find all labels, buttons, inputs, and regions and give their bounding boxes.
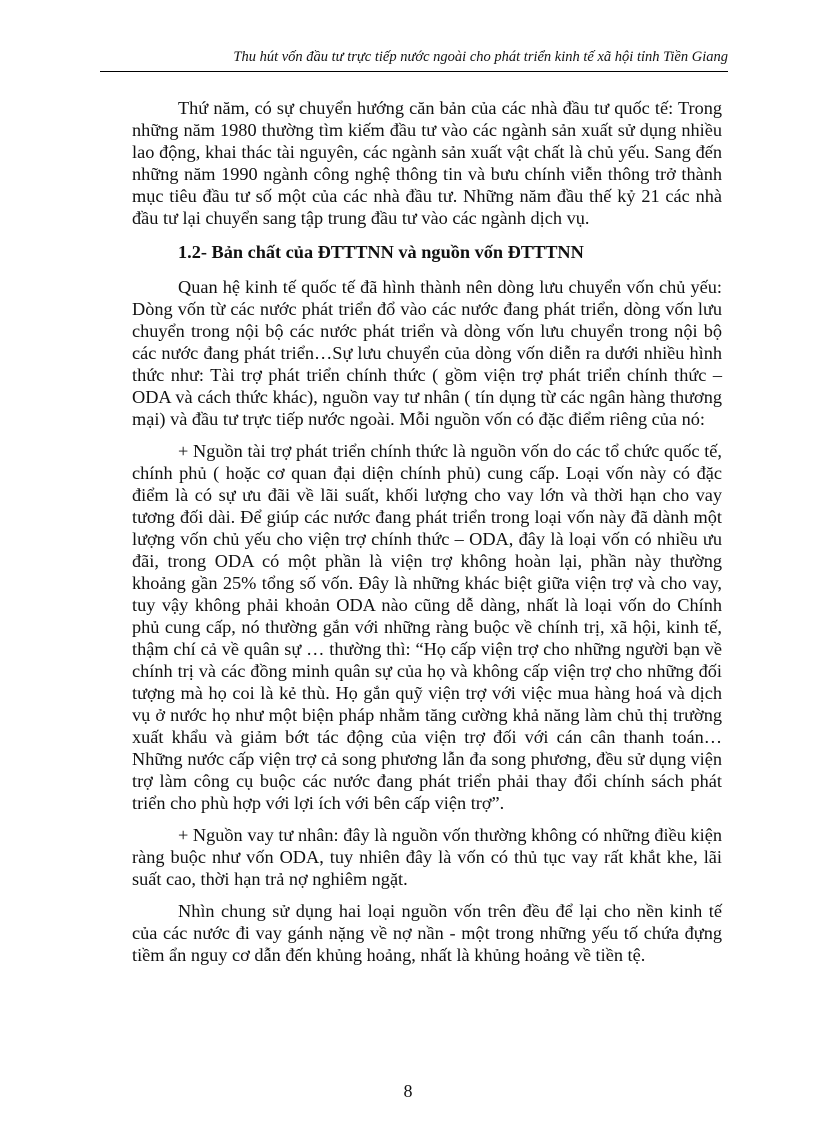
- paragraph-fifth-point: Thứ năm, có sự chuyển hướng căn bản của các nhà đầu tư quốc tế: Trong những năm 1980 thường tìm kiếm đầu tư vào các ngành sản xuất sử dụng nhiều lao động, khai thác tài nguyên, các ngành sản xuất vật chất là chủ yếu. Sang đến những năm 1990 ngành công nghệ thông tin và bưu chính viễn thông trở thành mục tiêu đầu tư số một của các nhà đầu tư. Những năm đầu thế kỷ 21 các nhà đầu tư lại chuyển sang tập trung đầu tư vào các ngành dịch vụ.: [132, 98, 722, 228]
- paragraph-capital-flows: Quan hệ kinh tế quốc tế đã hình thành nên dòng lưu chuyển vốn chủ yếu: Dòng vốn từ các nước phát triển đổ vào các nước đang phát triển, dòng vốn lưu chuyển trong nội bộ các nước phát triển và dòng vốn lưu chuyển trong nội bộ các nước đang phát triển…Sự lưu chuyển của dòng vốn diễn ra dưới nhiều hình thức như: Tài trợ phát triển chính thức ( gồm viện trợ phát triển chính thức – ODA và cách thức khác), nguồn vay tư nhân ( tín dụng từ các ngân hàng thương mại) và đầu tư trực tiếp nước ngoài. Mỗi nguồn vốn có đặc điểm riêng của nó:: [132, 277, 722, 429]
- page-number: 8: [403, 1081, 413, 1101]
- paragraph-private-loans: + Nguồn vay tư nhân: đây là nguồn vốn thường không có những điều kiện ràng buộc như vốn ODA, tuy nhiên đây là vốn có thủ tục vay rất khắt khe, lãi suất cao, thời hạn trả nợ nghiêm ngặt.: [132, 825, 722, 889]
- section-heading: 1.2- Bản chất của ĐTTTNN và nguồn vốn ĐTTTNN: [178, 242, 584, 262]
- paragraph-conclusion: Nhìn chung sử dụng hai loại nguồn vốn trên đều để lại cho nền kinh tế của các nước đi vay gánh nặng về nợ nần - một trong những yếu tố chứa đựng tiềm ẩn nguy cơ dẫn đến khủng hoảng, nhất là khủng hoảng về tiền tệ.: [132, 901, 722, 965]
- paragraph-oda-sources: + Nguồn tài trợ phát triển chính thức là nguồn vốn do các tổ chức quốc tế, chính phủ ( hoặc cơ quan đại diện chính phủ) cung cấp. Loại vốn này có đặc điểm là có sự ưu đãi về lãi suất, khối lượng cho vay lớn và thời hạn cho vay tương đối dài. Để giúp các nước đang phát triển trong loại vốn này đã dành một lượng vốn chủ yếu cho viện trợ chính thức – ODA, đây là loại vốn có nhiều ưu đãi, trong ODA có một phần là viện trợ không hoàn lại, phần này thường khoảng gần 25% tổng số vốn. Đây là những khác biệt giữa viện trợ và cho vay, tuy vậy không phải khoản ODA nào cũng dễ dàng, nhất là loại vốn do Chính phủ cung cấp, nó thường gắn với những ràng buộc về chính trị, xã hội, kinh tế, thậm chí cả về quân sự … thường thì: “Họ cấp viện trợ cho những người bạn về chính trị và các đồng minh quân sự của họ và không cấp viện trợ cho những đối tượng mà họ coi là kẻ thù. Họ gắn quỹ viện trợ với việc mua hàng hoá và dịch vụ ở nước họ như một biện pháp nhằm tăng cường khả năng làm chủ thị trường xuất khẩu và giảm bớt tác động của viện trợ đối với cán cân thanh toán… Những nước cấp viện trợ cả song phương lẫn đa song phương, đều sử dụng viện trợ làm công cụ buộc các nước đang phát triển phải thay đổi chính sách phát triển cho phù hợp với lợi ích với bên cấp viện trợ”.: [132, 441, 722, 813]
- page-body: [132, 97, 722, 966]
- running-header: Thu hút vốn đầu tư trực tiếp nước ngoài cho phát triển kinh tế xã hội tỉnh Tiền Giang: [100, 48, 728, 72]
